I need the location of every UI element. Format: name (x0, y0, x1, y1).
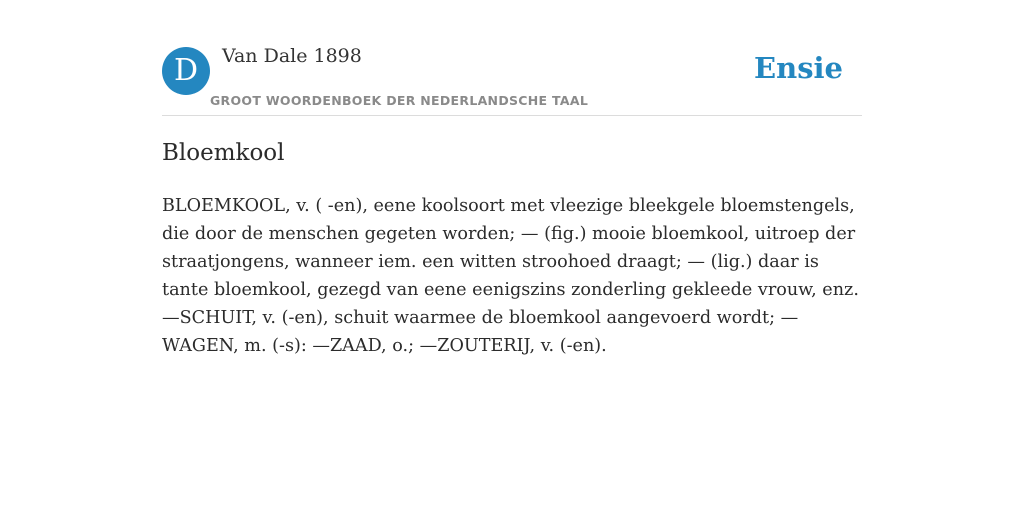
header (162, 0, 862, 116)
brand-logo[interactable]: Ensie (754, 51, 843, 85)
source-logo-icon[interactable]: D (162, 47, 210, 95)
source-subtitle: GROOT WOORDENBOEK DER NEDERLANDSCHE TAAL (210, 93, 589, 108)
entry-term: Bloemkool (162, 140, 285, 166)
source-title[interactable]: Van Dale 1898 (222, 45, 362, 67)
entry-definition: BLOEMKOOL, v. ( -en), eene koolsoort met vleezige bleekgele bloemstengels, die door de menschen gegeten worden; — (fig.) mooie bloemkool, uitroep der straatjongens, wanneer iem. een witten stroohoed draagt; — (lig.) daar is tante bloemkool, gezegd van eene eenigszins zonderling gekleede vrouw, enz. —SCHUIT, v. (-en), schuit waarmee de bloemkool aangevoerd wordt; —WAGEN, m. (-s): —ZAAD, o.; —ZOUTERIJ, v. (-en). (162, 196, 859, 356)
